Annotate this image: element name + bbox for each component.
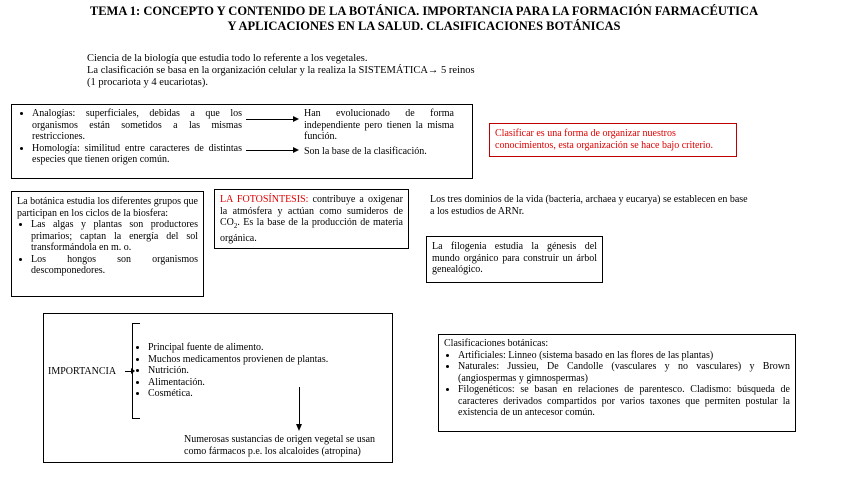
page-title xyxy=(0,4,848,34)
clasificaciones-box xyxy=(438,334,796,432)
fotosintesis-text-2: . Es la base de la producción de materia orgánica. xyxy=(220,217,403,244)
analogias-item: • Analogías: superficiales, debidas a que los organismos están sometidos a las mismas restricciones. xyxy=(32,108,242,143)
intro-line-3: (1 procariota y 4 eucariotas). xyxy=(87,77,208,88)
importancia-list xyxy=(134,342,354,400)
filogenia-box xyxy=(426,236,603,283)
importancia-item: • Cosmética. xyxy=(148,388,354,400)
dominios-text-content: Los tres dominios de la vida (bacteria, archaea y eucarya) se establecen en base a los estudios de ARNr. xyxy=(430,194,748,217)
clasificar-note xyxy=(489,123,737,157)
clasificar-note-text: Clasificar es una forma de organizar nuestros conocimientos, esta organización se hace bajo criterio. xyxy=(495,128,714,151)
homologia-item: • Homología: similitud entre caracteres de distintas especies que tienen origen común. xyxy=(32,143,242,166)
clasificaciones-heading: Clasificaciones botánicas: xyxy=(444,338,549,349)
fotosintesis-text-1: contribuye a oxigenar la atmósfera y actúan como sumideros de CO xyxy=(220,194,403,228)
clasificaciones-item: • Naturales: Jussieu, De Candolle (vasculares y no vasculares) y Brown (angiospermas y gimnospermas) xyxy=(458,361,790,384)
botanica-item-hongos: • Los hongos son organismos descomponedores. xyxy=(31,254,198,277)
arrow-homologia xyxy=(246,150,294,151)
arrow-analogias xyxy=(246,119,294,120)
importancia-item: • Alimentación. xyxy=(148,377,354,389)
filogenia-text: La filogenia estudia la génesis del mundo orgánico para construir un árbol genealógico. xyxy=(432,241,597,275)
intro-line-2: La clasificación se basa en la organización celular y la realiza la SISTEMÁTICA→ 5 reinos xyxy=(87,65,475,76)
arrow-analogias-head xyxy=(293,116,299,122)
importancia-item: • Muchos medicamentos provienen de plantas. xyxy=(148,354,354,366)
analogias-list xyxy=(18,108,242,166)
intro-line-1: Ciencia de la biología que estudia todo lo referente a los vegetales. xyxy=(87,53,368,64)
analogias-result-2: Son la base de la clasificación. xyxy=(304,146,427,157)
importancia-arrow-line xyxy=(299,387,300,425)
importancia-item: • Principal fuente de alimento. xyxy=(148,342,354,354)
botanica-item-algas: • Las algas y plantas son productores primarios; captan la energía del sol transformándola en m. o. xyxy=(31,219,198,254)
clasificaciones-item: • Filogenéticos: se basan en relaciones de parentesco. Cladismo: búsqueda de caracteres derivados compartidos por varios taxones que permiten postular la existencia de un antecesor común. xyxy=(458,384,790,419)
clasificaciones-item: • Artificiales: Linneo (sistema basado en las flores de las plantas) xyxy=(458,350,790,362)
arrow-homologia-head xyxy=(293,147,299,153)
importancia-item: • Nutrición. xyxy=(148,365,354,377)
importancia-arrow-head xyxy=(296,424,302,431)
dominios-text xyxy=(430,194,750,217)
analogias-box xyxy=(11,104,473,179)
importancia-note-line-2: como fármacos p.e. los alcaloides (atropina) xyxy=(184,445,361,457)
importancia-note-line-1: Numerosas sustancias de origen vegetal se usan xyxy=(184,434,376,445)
fotosintesis-box xyxy=(214,189,409,249)
importancia-note xyxy=(184,434,394,457)
botanica-intro: La botánica estudia los diferentes grupos que participan en los ciclos de la biosfera: xyxy=(17,196,198,219)
botanica-box xyxy=(11,191,204,297)
importancia-label: IMPORTANCIA xyxy=(48,366,117,377)
intro-paragraph xyxy=(87,53,475,89)
fotosintesis-label: LA FOTOSÍNTESIS: xyxy=(220,194,309,205)
analogias-result-1: Han evolucionado de forma independiente pero tienen la misma función. xyxy=(304,108,454,142)
title-line-2: Y APLICACIONES EN LA SALUD. CLASIFICACIONES BOTÁNICAS xyxy=(227,19,621,33)
title-line-1: TEMA 1: CONCEPTO Y CONTENIDO DE LA BOTÁNICA. IMPORTANCIA PARA LA FORMACIÓN FARMACÉUTICA xyxy=(89,4,759,18)
fotosintesis-subscript: 2 xyxy=(233,222,238,230)
